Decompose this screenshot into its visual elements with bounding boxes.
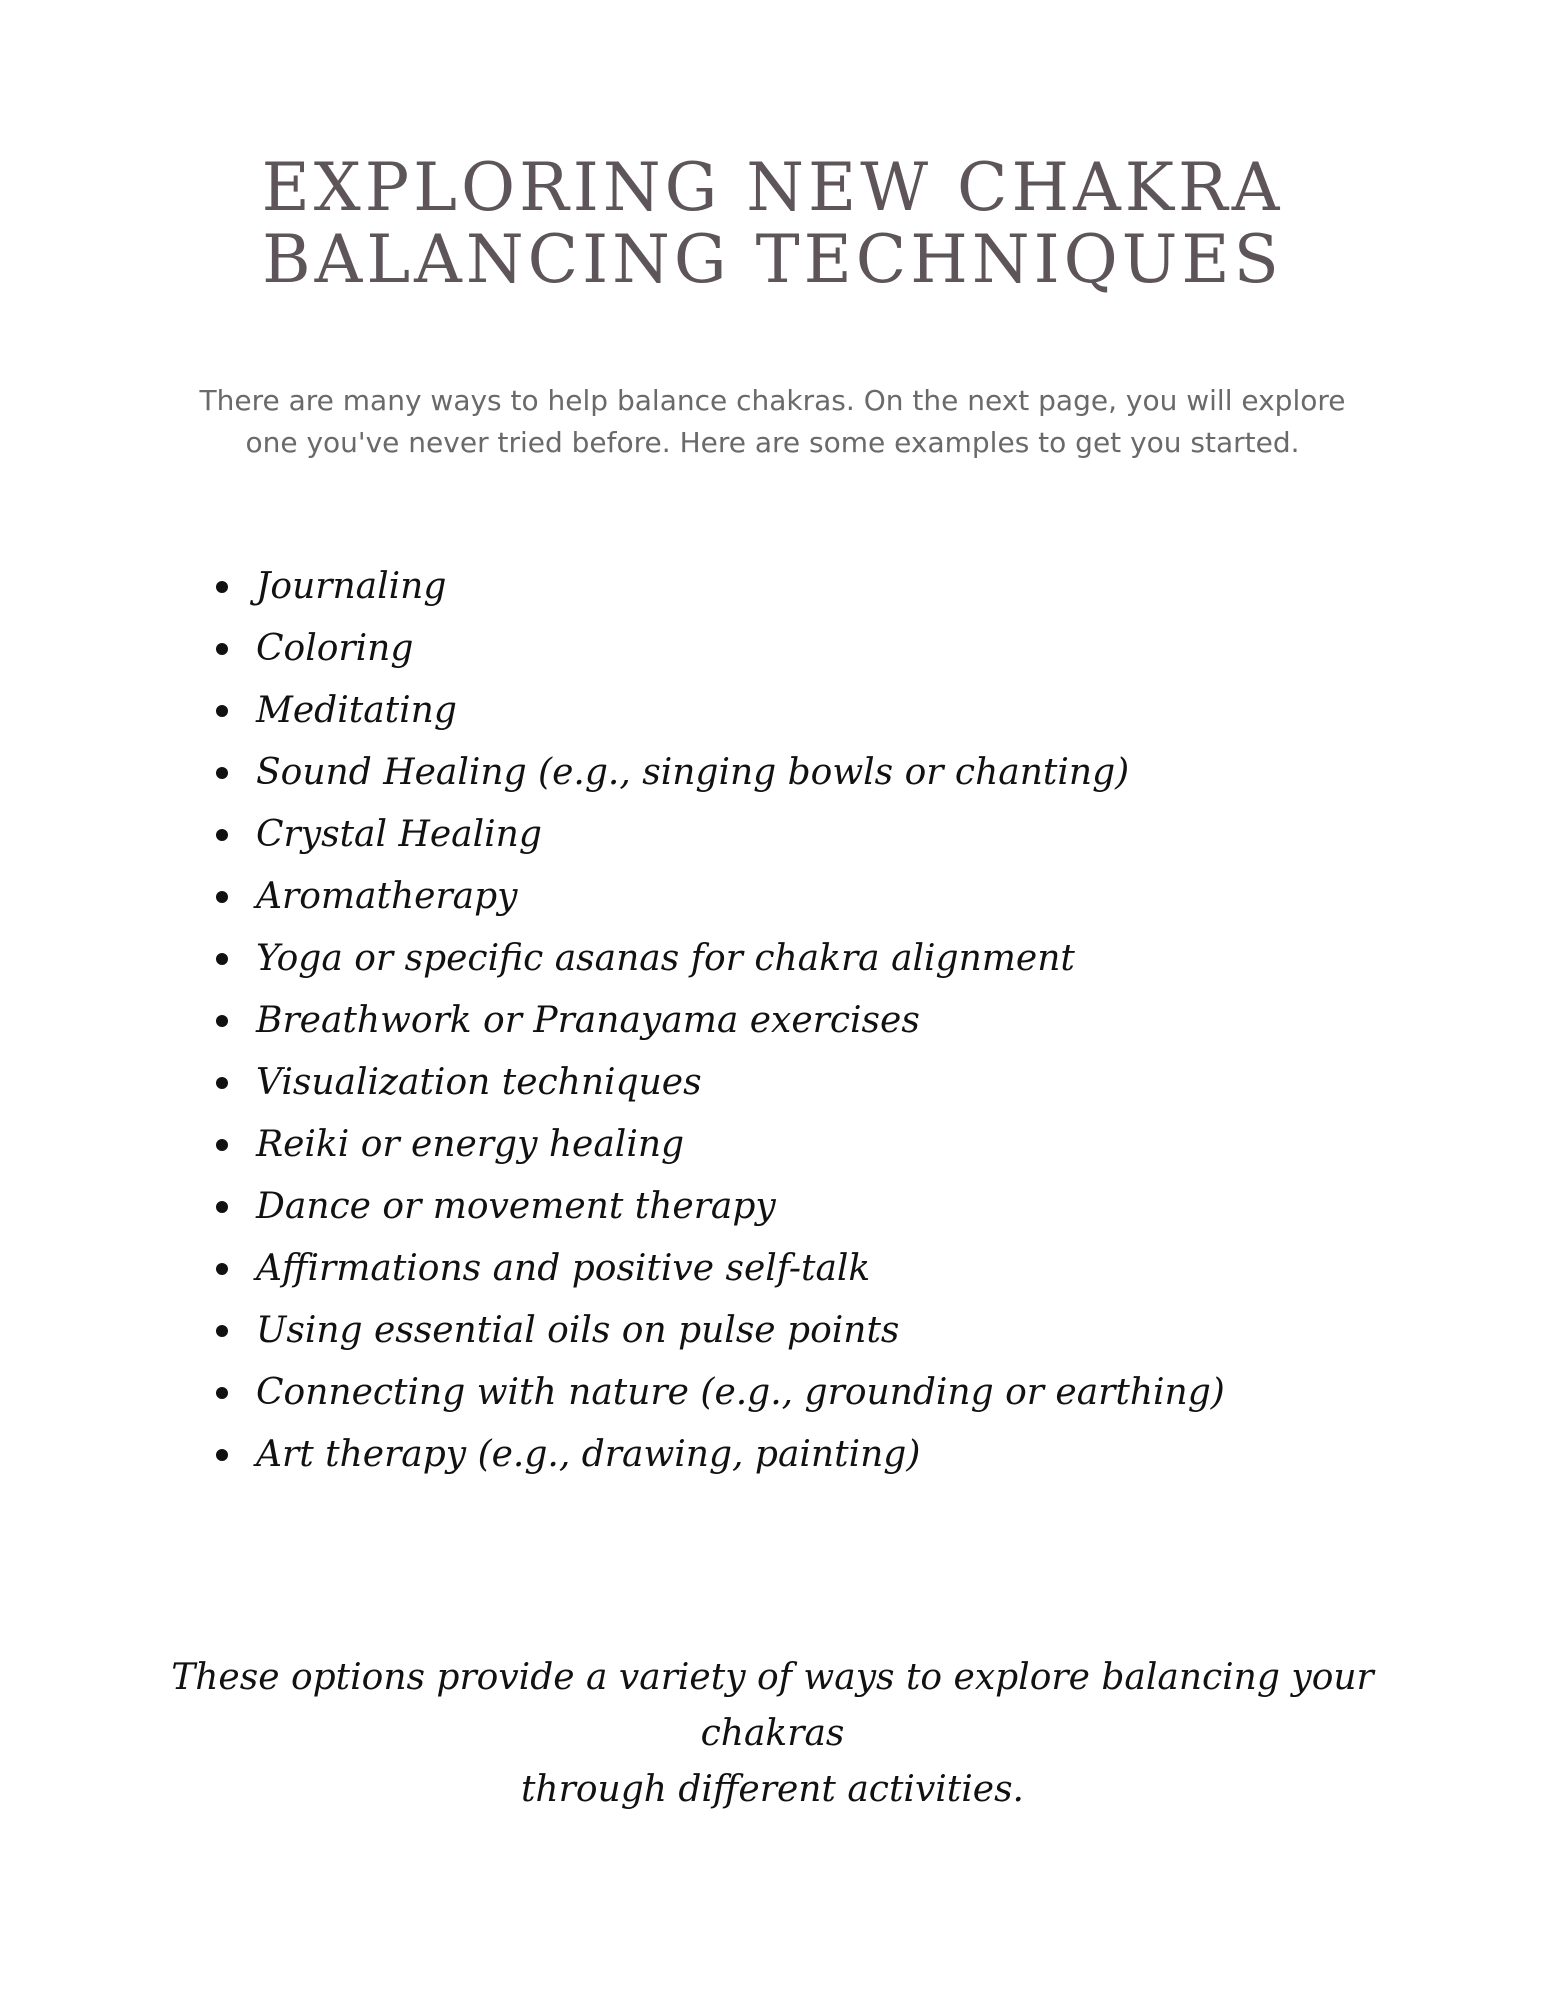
page-title xyxy=(0,149,1545,298)
page-title-line-1: EXPLORING NEW CHAKRA xyxy=(261,149,1284,226)
bullet-icon xyxy=(216,829,228,841)
list-item-text: Yoga or specific asanas for chakra alignment xyxy=(256,938,1075,979)
bullet-icon xyxy=(216,1325,228,1337)
page-title-line-2: BALANCING TECHNIQUES xyxy=(262,221,1283,298)
list-item-text: Aromatherapy xyxy=(256,876,518,917)
techniques-list xyxy=(210,556,1410,1486)
list-item-text: Reiki or energy healing xyxy=(256,1124,685,1165)
intro-line-1: There are many ways to help balance chakras. On the next page, you will explore xyxy=(199,384,1346,417)
list-item xyxy=(210,680,1410,742)
list-item-text: Affirmations and positive self-talk xyxy=(256,1248,871,1289)
list-item-text: Journaling xyxy=(256,566,447,607)
list-item-text: Art therapy (e.g., drawing, painting) xyxy=(256,1434,921,1475)
list-item-text: Dance or movement therapy xyxy=(256,1186,776,1227)
bullet-icon xyxy=(216,1387,228,1399)
list-item-text: Using essential oils on pulse points xyxy=(256,1310,900,1351)
list-item xyxy=(210,1176,1410,1238)
list-item-text: Sound Healing (e.g., singing bowls or chanting) xyxy=(256,752,1130,793)
bullet-icon xyxy=(216,767,228,779)
list-item xyxy=(210,1238,1410,1300)
list-item xyxy=(210,618,1410,680)
list-item xyxy=(210,556,1410,618)
list-item xyxy=(210,866,1410,928)
list-item-text: Crystal Healing xyxy=(256,814,542,855)
bullet-icon xyxy=(216,581,228,593)
closing-paragraph xyxy=(120,1650,1425,1818)
bullet-icon xyxy=(216,1263,228,1275)
list-item xyxy=(210,1362,1410,1424)
list-item xyxy=(210,1052,1410,1114)
bullet-icon xyxy=(216,1201,228,1213)
list-item xyxy=(210,928,1410,990)
list-item-text: Meditating xyxy=(256,690,457,731)
intro-line-2: one you've never tried before. Here are some examples to get you started. xyxy=(245,426,1300,459)
list-item xyxy=(210,804,1410,866)
list-item xyxy=(210,1424,1410,1486)
list-item-text: Coloring xyxy=(256,628,414,669)
list-item-text: Visualization techniques xyxy=(256,1062,702,1103)
bullet-icon xyxy=(216,953,228,965)
bullet-icon xyxy=(216,891,228,903)
list-item-text: Connecting with nature (e.g., grounding or earthing) xyxy=(256,1372,1225,1413)
bullet-icon xyxy=(216,643,228,655)
list-item xyxy=(210,1114,1410,1176)
bullet-icon xyxy=(216,1449,228,1461)
intro-paragraph xyxy=(180,380,1365,464)
list-item xyxy=(210,1300,1410,1362)
bullet-icon xyxy=(216,705,228,717)
list-item-text: Breathwork or Pranayama exercises xyxy=(256,1000,920,1041)
bullet-icon xyxy=(216,1015,228,1027)
closing-line-1: These options provide a variety of ways to explore balancing your chakras xyxy=(171,1657,1374,1754)
list-item xyxy=(210,990,1410,1052)
bullet-icon xyxy=(216,1077,228,1089)
closing-line-2: through different activities. xyxy=(520,1769,1025,1810)
bullet-icon xyxy=(216,1139,228,1151)
list-item xyxy=(210,742,1410,804)
